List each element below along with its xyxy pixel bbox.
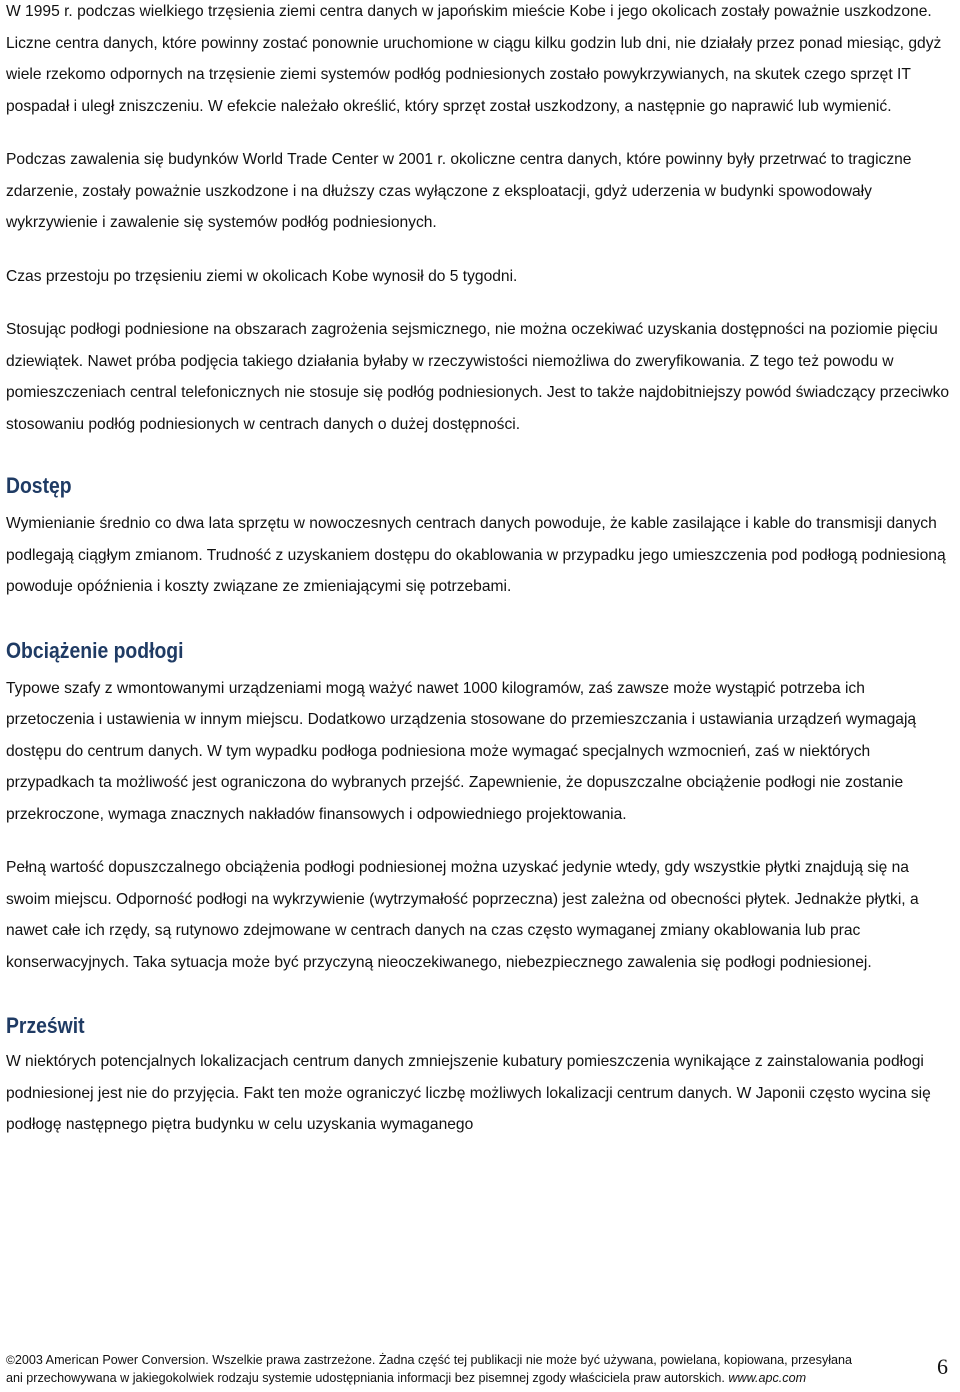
paragraph-obciazenie-1: Typowe szafy z wmontowanymi urządzeniami mogą ważyć nawet 1000 kilogramów, zaś zawsze może wystąpić potrzeba ich przetoczenia i ustawienia w innym miejscu. Dodatkowo urządzenia stosowane do przemieszczania i ustawiania urządzeń wymagają dostępu do centrum danych. W tym wypadku podłoga podniesiona może wymagać specjalnych wzmocnień, zaś w niektórych przypadkach ta możliwość jest ograniczona do wybranych przejść. Zapewnienie, że dopuszczalne obciążenie podłogi nie zostanie przekroczone, wymaga znacznych nakładów finansowych i odpowiedniego projektowania. xyxy=(6,679,917,823)
paragraph-wtc: Podczas zawalenia się budynków World Trade Center w 2001 r. okoliczne centra danych, które powinny były przetrwać to tragiczne zdarzenie, zostały poważnie uszkodzone i na dłuższy czas wyłączone z eksploatacji, gdyż uderzenia w budynki spowodowały wykrzywienie i zawalenie się systemów podłóg podniesionych. xyxy=(6,151,912,231)
page-number: 6 xyxy=(937,1354,948,1379)
paragraph-obciazenie-2: Pełną wartość dopuszczalnego obciążenia podłogi podniesionej można uzyskać jedynie wtedy, gdy wszystkie płytki znajdują się na swoim miejscu. Odporność podłogi na wykrzywienie (wytrzymałość poprzeczna) jest zależna od obecności płytek. Jednakże płytki, a nawet całe ich rzędy, są rutynowo zdejmowane w centrach danych na czas często wymaganej zmiany okablowania lub prac konserwacyjnych. Taka sytuacja może być przyczyną nieoczekiwanego, niebezpiecznego zawalenia się podłogi podniesionej. xyxy=(6,859,919,971)
heading-dostep: Dostęp xyxy=(6,473,72,498)
copyright-text-2: ani przechowywana w jakiegokolwiek rodzaju systemie udostępniania informacji bez pisemnej zgody właściciela praw autorskich. xyxy=(6,1371,725,1385)
document-page xyxy=(6,0,950,1141)
copyright-text-1: 2003 American Power Conversion. Wszelkie prawa zastrzeżone. Żadna część tej publikacji nie może być używana, powielana, kopiowana, przesyłana xyxy=(14,1353,853,1367)
paragraph-availability: Stosując podłogi podniesione na obszarach zagrożenia sejsmicznego, nie można oczekiwać uzyskania dostępności na poziomie pięciu dziewiątek. Nawet próba podjęcia takiego działania byłaby w rzeczywistości niemożliwa do zweryfikowania. Z tego też powodu w pomieszczeniach central telefonicznych nie stosuje się podłóg podniesionych. Jest to także najdobitniejszy powód świadczący przeciwko stosowaniu podłóg podniesionych w centrach danych o dużej dostępności. xyxy=(6,321,950,433)
copyright-line-1 xyxy=(6,1351,911,1369)
paragraph-dostep: Wymienianie średnio co dwa lata sprzętu w nowoczesnych centrach danych powoduje, że kable zasilające i kable do transmisji danych podlegają ciągłym zmianom. Trudność z uzyskaniem dostępu do okablowania w przypadku jego umieszczenia pod podłogą podniesioną powoduje opóźnienia i koszty związane ze zmieniającymi się potrzebami. xyxy=(6,515,946,595)
copyright-icon: © xyxy=(6,1353,15,1367)
paragraph-kobe-earthquake: W 1995 r. podczas wielkiego trzęsienia ziemi centra danych w japońskim mieście Kobe i jego okolicach zostały poważnie uszkodzone. Liczne centra danych, które powinny zostać ponownie uruchomione w ciągu kilku godzin lub dni, nie działały przez ponad miesiąc, gdyż wiele rzekomo odpornych na trzęsienie ziemi systemów podłóg podniesionych zostało powykrzywianych, na skutek czego sprzęt IT pospadał i uległ zniszczeniu. W efekcie należało określić, który sprzęt został uszkodzony, a następnie go naprawić lub wymienić. xyxy=(6,3,942,115)
copyright-line-2 xyxy=(6,1369,911,1387)
page-footer xyxy=(6,1351,950,1387)
paragraph-downtime: Czas przestoju po trzęsieniu ziemi w okolicach Kobe wynosił do 5 tygodni. xyxy=(6,267,518,285)
heading-obciazenie-podlogi: Obciążenie podłogi xyxy=(6,637,184,663)
heading-przeswit: Prześwit xyxy=(6,1013,85,1038)
paragraph-przeswit: W niektórych potencjalnych lokalizacjach centrum danych zmniejszenie kubatury pomieszczenia wynikające z zainstalowania podłogi podniesionej jest nie do przyjęcia. Fakt ten może ograniczyć liczbę możliwych lokalizacji centrum danych. W Japonii często wycina się podłogę następnego piętra budynku w celu uzyskania wymaganego xyxy=(6,1053,931,1133)
website-link[interactable]: www.apc.com xyxy=(728,1371,807,1385)
copyright-notice xyxy=(6,1351,911,1387)
